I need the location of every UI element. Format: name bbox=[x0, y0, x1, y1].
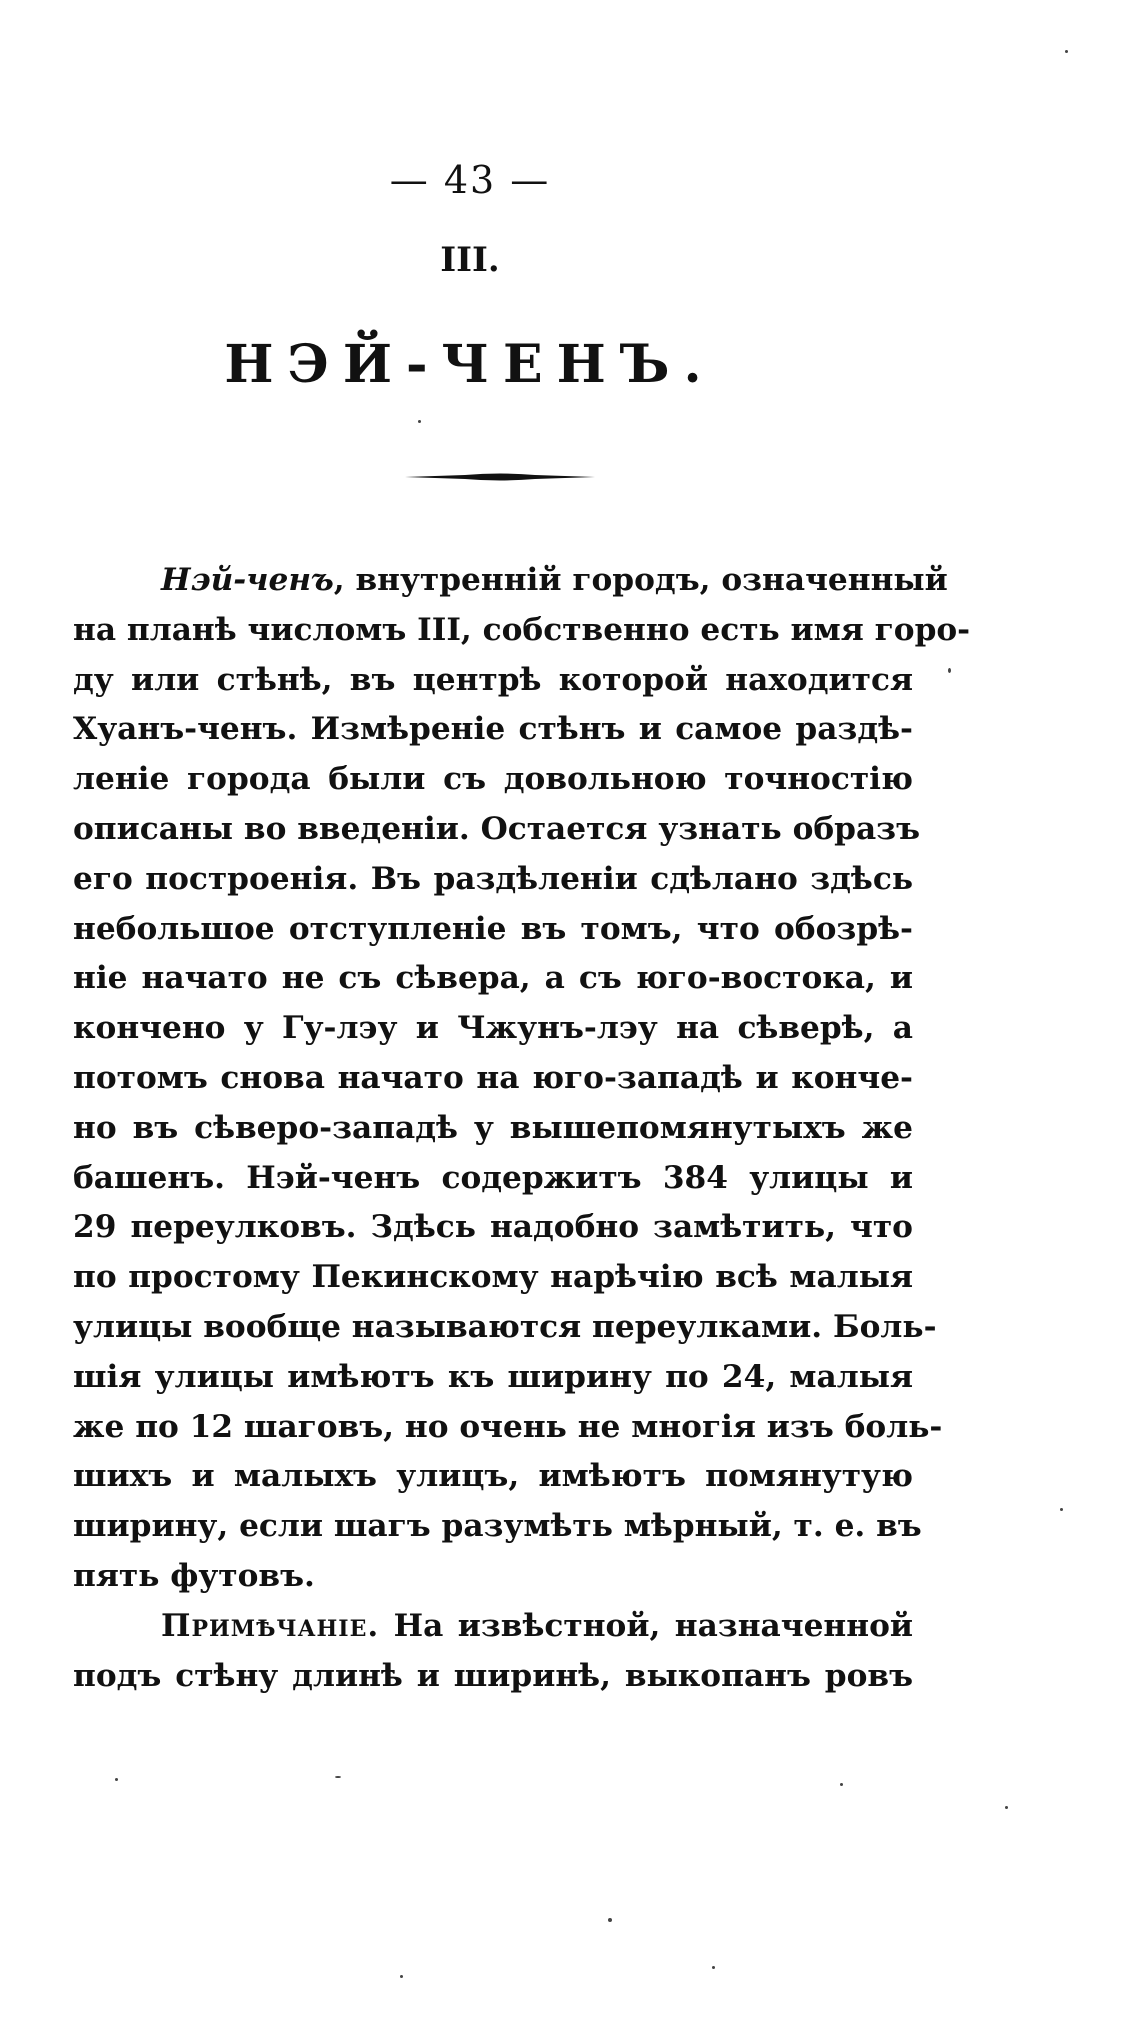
text-line: улицы вообще называются переулками. Боль- bbox=[73, 1308, 937, 1345]
print-speck bbox=[712, 1966, 715, 1969]
print-speck bbox=[1005, 1806, 1008, 1809]
paragraph2-line2: подъ стѣну длинѣ и ширинѣ, выкопанъ ровъ bbox=[73, 1657, 913, 1694]
print-speck bbox=[1060, 1508, 1063, 1511]
print-speck bbox=[948, 668, 951, 673]
text-line: небольшое отступленіе въ томъ, что обозрѣ- bbox=[73, 910, 913, 947]
text-line: кончено у Гу-лэу и Чжунъ-лэу на сѣверѣ, а bbox=[73, 1010, 913, 1047]
text-line: ніе начато не съ сѣвера, а съ юго-востока, и bbox=[73, 960, 913, 997]
text-line: 29 переулковъ. Здѣсь надобно замѣтить, что bbox=[73, 1209, 913, 1246]
text-line: его построенія. Въ раздѣленіи сдѣлано здѣсь bbox=[73, 860, 913, 897]
print-speck bbox=[840, 1783, 843, 1786]
print-speck bbox=[400, 1975, 403, 1978]
text-line: но въ сѣверо-западѣ у вышепомянутыхъ же bbox=[73, 1109, 913, 1146]
print-speck bbox=[115, 1778, 118, 1781]
section-number: III. bbox=[440, 240, 500, 280]
decorative-rule bbox=[405, 472, 595, 482]
text-line: на планѣ числомъ III, собственно есть имя горо- bbox=[73, 611, 971, 648]
paragraph2-line1-rest: На извѣстной, назначенной bbox=[379, 1607, 913, 1644]
paragraph2-line1 bbox=[73, 1602, 913, 1652]
text-line: по простому Пекинскому нарѣчію всѣ малыя bbox=[73, 1259, 913, 1296]
text-line: башенъ. Нэй-ченъ содержитъ 384 улицы и bbox=[73, 1159, 913, 1196]
text-line: шія улицы имѣютъ къ ширину по 24, малыя bbox=[73, 1358, 913, 1395]
text-line: потомъ снова начато на юго-западѣ и конче- bbox=[73, 1059, 913, 1096]
text-line: ширину, если шагъ разумѣть мѣрный, т. е. въ bbox=[73, 1508, 922, 1545]
body-text bbox=[73, 556, 971, 1701]
print-speck bbox=[418, 420, 421, 423]
text-line: ду или стѣнѣ, въ центрѣ которой находится bbox=[73, 661, 913, 698]
paragraph1-first-word: Нэй-ченъ bbox=[161, 562, 334, 598]
print-speck bbox=[1065, 50, 1068, 53]
text-line: же по 12 шаговъ, но очень не многія изъ боль- bbox=[73, 1408, 943, 1445]
print-speck bbox=[608, 1918, 612, 1922]
print-speck bbox=[335, 1776, 341, 1778]
page-number: — 43 — bbox=[389, 158, 551, 202]
text-line: Хуанъ-ченъ. Измѣреніе стѣнъ и самое раздѣ- bbox=[73, 711, 913, 748]
text-line: описаны во введеніи. Остается узнать образъ bbox=[73, 810, 921, 847]
paragraph1-last-line: пять футовъ. bbox=[73, 1557, 315, 1594]
paragraph1-line1-rest: , внутренній городъ, означенный bbox=[333, 562, 948, 598]
chapter-title: НЭЙ-ЧЕНЪ. bbox=[224, 334, 716, 395]
text-line: леніе города были съ довольною точностію bbox=[73, 761, 913, 798]
text-line: шихъ и малыхъ улицъ, имѣютъ помянутую bbox=[73, 1458, 913, 1495]
paragraph1-line1 bbox=[73, 556, 948, 606]
note-label: Примѣчаніе. bbox=[161, 1607, 380, 1644]
